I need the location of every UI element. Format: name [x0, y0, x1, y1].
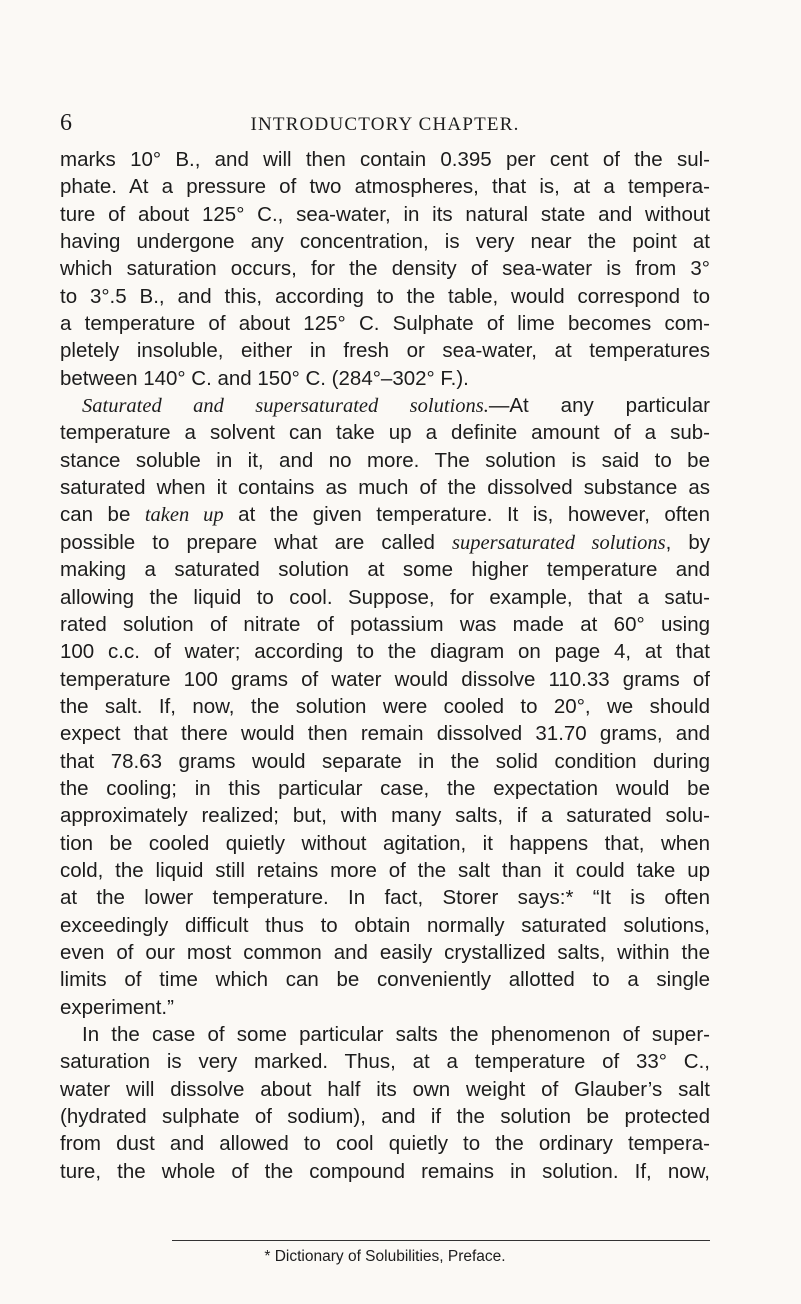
text-line: even of our most common and easily crystallized salts, within the	[60, 940, 710, 964]
text-line: In the case of some particular salts the phenomenon of super-	[82, 1023, 710, 1046]
text-line: having undergone any concentration, is very near the point at	[60, 230, 710, 254]
footnote: * Dictionary of Solubilities, Preface.	[264, 1248, 506, 1265]
text-line: making a saturated solution at some higher temperature and	[60, 558, 710, 582]
text-line: allowing the liquid to cool. Suppose, for example, that a satu-	[60, 585, 710, 609]
text-fragment: possible to prepare what are called	[60, 530, 452, 554]
text-line: rated solution of nitrate of potassium was made at 60° using	[60, 612, 710, 636]
footnote-rule	[172, 1240, 710, 1241]
text-line: cold, the liquid still retains more of the salt than it could take up	[60, 858, 710, 882]
text-fragment: can be	[60, 503, 145, 527]
text-line: at the lower temperature. In fact, Storer says:* “It is often	[60, 886, 710, 910]
running-head: INTRODUCTORY CHAPTER.	[250, 114, 520, 135]
text-line: temperature a solvent can take up a definite amount of a sub-	[60, 421, 710, 445]
text-line: limits of time which can be conveniently allotted to a single	[60, 968, 710, 992]
text-line: marks 10° B., and will then contain 0.395 per cent of the sul-	[60, 148, 710, 171]
text-line	[60, 501, 710, 528]
page-number: 6	[60, 110, 72, 136]
text-line: temperature 100 grams of water would dissolve 110.33 grams of	[60, 667, 710, 691]
text-line: the salt. If, now, the solution were cooled to 20°, we should	[60, 694, 710, 718]
body-text	[60, 146, 710, 1185]
text-line: the cooling; in this particular case, the expectation would be	[60, 776, 710, 800]
text-line: (hydrated sulphate of sodium), and if the solution be protected	[60, 1105, 710, 1129]
text-line: ture of about 125° C., sea-water, in its natural state and without	[60, 202, 710, 226]
text-line: experiment.”	[60, 995, 174, 1019]
text-line: that 78.63 grams would separate in the solid condition during	[60, 749, 710, 773]
text-line: phate. At a pressure of two atmospheres, that is, at a tempera-	[60, 175, 710, 199]
text-line: tion be cooled quietly without agitation, it happens that, when	[60, 831, 710, 855]
text-line: approximately realized; but, with many salts, if a saturated solu-	[60, 804, 710, 828]
text-line: to 3°.5 B., and this, according to the table, would correspond to	[60, 284, 710, 308]
italic-term: taken up	[144, 504, 224, 527]
text-line: between 140° C. and 150° C. (284°–302° F.).	[60, 366, 469, 390]
text-line: which saturation occurs, for the density of sea-water is from 3°	[60, 257, 710, 281]
text-line: water will dissolve about half its own weight of Glauber’s salt	[60, 1077, 710, 1101]
text-line: exceedingly difficult thus to obtain normally saturated solutions,	[60, 913, 710, 937]
page-header	[60, 108, 710, 138]
text-fragment: at the given temperature. It is, however, often	[223, 503, 710, 527]
text-line: ture, the whole of the compound remains in solution. If, now,	[60, 1159, 710, 1183]
paragraph-heading-line	[60, 392, 710, 419]
text-line	[60, 529, 710, 556]
text-fragment: , by	[665, 530, 710, 554]
text-line: saturation is very marked. Thus, at a temperature of 33° C.,	[60, 1050, 710, 1074]
section-heading: Saturated and supersaturated solutions.	[82, 395, 489, 418]
italic-term: supersaturated solutions	[452, 531, 666, 554]
text-line: from dust and allowed to cool quietly to the ordinary tempera-	[60, 1132, 710, 1156]
text-line: expect that there would then remain dissolved 31.70 grams, and	[60, 722, 710, 746]
text-line: 100 c.c. of water; according to the diagram on page 4, at that	[60, 640, 710, 664]
text-line: a temperature of about 125° C. Sulphate of lime becomes com-	[60, 312, 710, 336]
text-fragment: —At any particular	[488, 394, 710, 418]
text-line: pletely insoluble, either in fresh or sea-water, at temperatures	[60, 339, 710, 363]
text-line: stance soluble in it, and no more. The solution is said to be	[60, 448, 710, 472]
text-line: saturated when it contains as much of the dissolved substance as	[60, 476, 710, 500]
